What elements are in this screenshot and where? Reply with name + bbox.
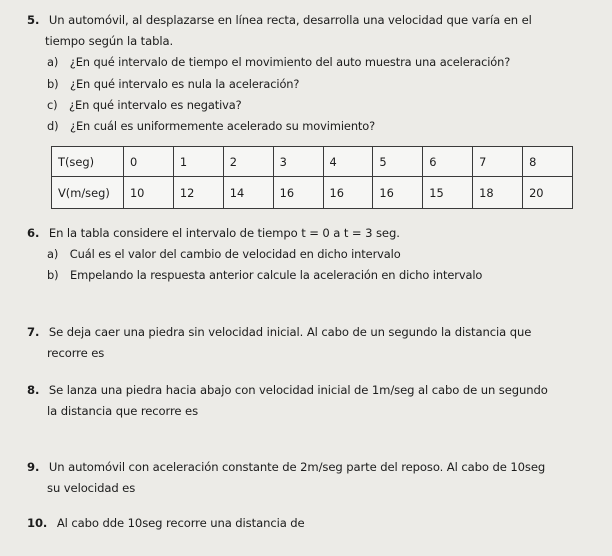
question-5d-label: d) — [47, 119, 59, 133]
question-5-text-2: tiempo según la tabla. — [45, 34, 174, 48]
question-10-number: 10. — [27, 516, 48, 530]
question-6a-label: a) — [47, 247, 59, 261]
question-5a-label: a) — [47, 55, 59, 69]
table-cell: 1 — [173, 147, 223, 177]
question-5a-text: ¿En qué intervalo de tiempo el movimiento del auto muestra una aceleración? — [69, 55, 511, 69]
table-cell: 16 — [323, 177, 373, 209]
question-7-text-2: recorre es — [47, 346, 105, 360]
table-cell: 5 — [373, 147, 423, 177]
question-8-number: 8. — [27, 383, 40, 397]
table-cell: 6 — [423, 147, 473, 177]
table-cell: 16 — [373, 177, 423, 209]
question-6b-label: b) — [47, 268, 59, 282]
question-9-text-2: su velocidad es — [47, 481, 136, 495]
table-cell: 12 — [173, 177, 223, 209]
table-cell: 3 — [273, 147, 323, 177]
table-cell: 10 — [123, 177, 173, 209]
question-5b — [47, 77, 299, 91]
question-5c-label: c) — [47, 98, 58, 112]
table-cell: 8 — [523, 147, 573, 177]
table-cell: 18 — [473, 177, 523, 209]
question-6-number: 6. — [27, 226, 40, 240]
question-7-text-1: Se deja caer una piedra sin velocidad inicial. Al cabo de un segundo la distancia que — [48, 325, 532, 339]
question-5c-text: ¿En qué intervalo es negativa? — [69, 98, 242, 112]
velocity-time-table — [51, 146, 573, 209]
question-5b-text: ¿En qué intervalo es nula la aceleración? — [70, 77, 300, 91]
question-7-line-1 — [27, 325, 531, 339]
question-8-text-1: Se lanza una piedra hacia abajo con velocidad inicial de 1m/seg al cabo de un segundo — [48, 383, 548, 397]
question-7-number: 7. — [27, 325, 40, 339]
table-cell: 0 — [123, 147, 173, 177]
table-cell: 7 — [473, 147, 523, 177]
question-5c — [47, 98, 242, 112]
question-5b-label: b) — [47, 77, 59, 91]
question-5-text-1: Un automóvil, al desplazarse en línea recta, desarrolla una velocidad que varía en el — [48, 13, 532, 27]
question-10-text: Al cabo dde 10seg recorre una distancia de — [56, 516, 305, 530]
question-8-text-2: la distancia que recorre es — [47, 404, 199, 418]
question-5d-text: ¿En cuál es uniformemente acelerado su movimiento? — [70, 119, 376, 133]
question-8-line-1 — [27, 383, 548, 397]
table-cell: 15 — [423, 177, 473, 209]
question-6b — [47, 268, 482, 282]
table-cell: T(seg) — [52, 147, 124, 177]
table-cell: 14 — [223, 177, 273, 209]
table-cell: 16 — [273, 177, 323, 209]
question-5a — [47, 55, 510, 69]
question-6-line — [27, 226, 400, 240]
question-5d — [47, 119, 375, 133]
table-cell: 2 — [223, 147, 273, 177]
table-cell: 4 — [323, 147, 373, 177]
question-5-line-1 — [27, 13, 532, 27]
table-row — [52, 177, 573, 209]
table-cell: 20 — [523, 177, 573, 209]
question-5-number: 5. — [27, 13, 40, 27]
table-header-row — [52, 147, 573, 177]
question-9-line-1 — [27, 460, 545, 474]
question-6-text: En la tabla considere el intervalo de tiempo t = 0 a t = 3 seg. — [48, 226, 400, 240]
question-6a — [47, 247, 401, 261]
table-cell: V(m/seg) — [52, 177, 124, 209]
question-9-text-1: Un automóvil con aceleración constante de 2m/seg parte del reposo. Al cabo de 10seg — [48, 460, 546, 474]
question-6b-text: Empelando la respuesta anterior calcule la aceleración en dicho intervalo — [70, 268, 483, 282]
question-6a-text: Cuál es el valor del cambio de velocidad en dicho intervalo — [69, 247, 401, 261]
question-10-line — [27, 516, 305, 530]
question-9-number: 9. — [27, 460, 40, 474]
